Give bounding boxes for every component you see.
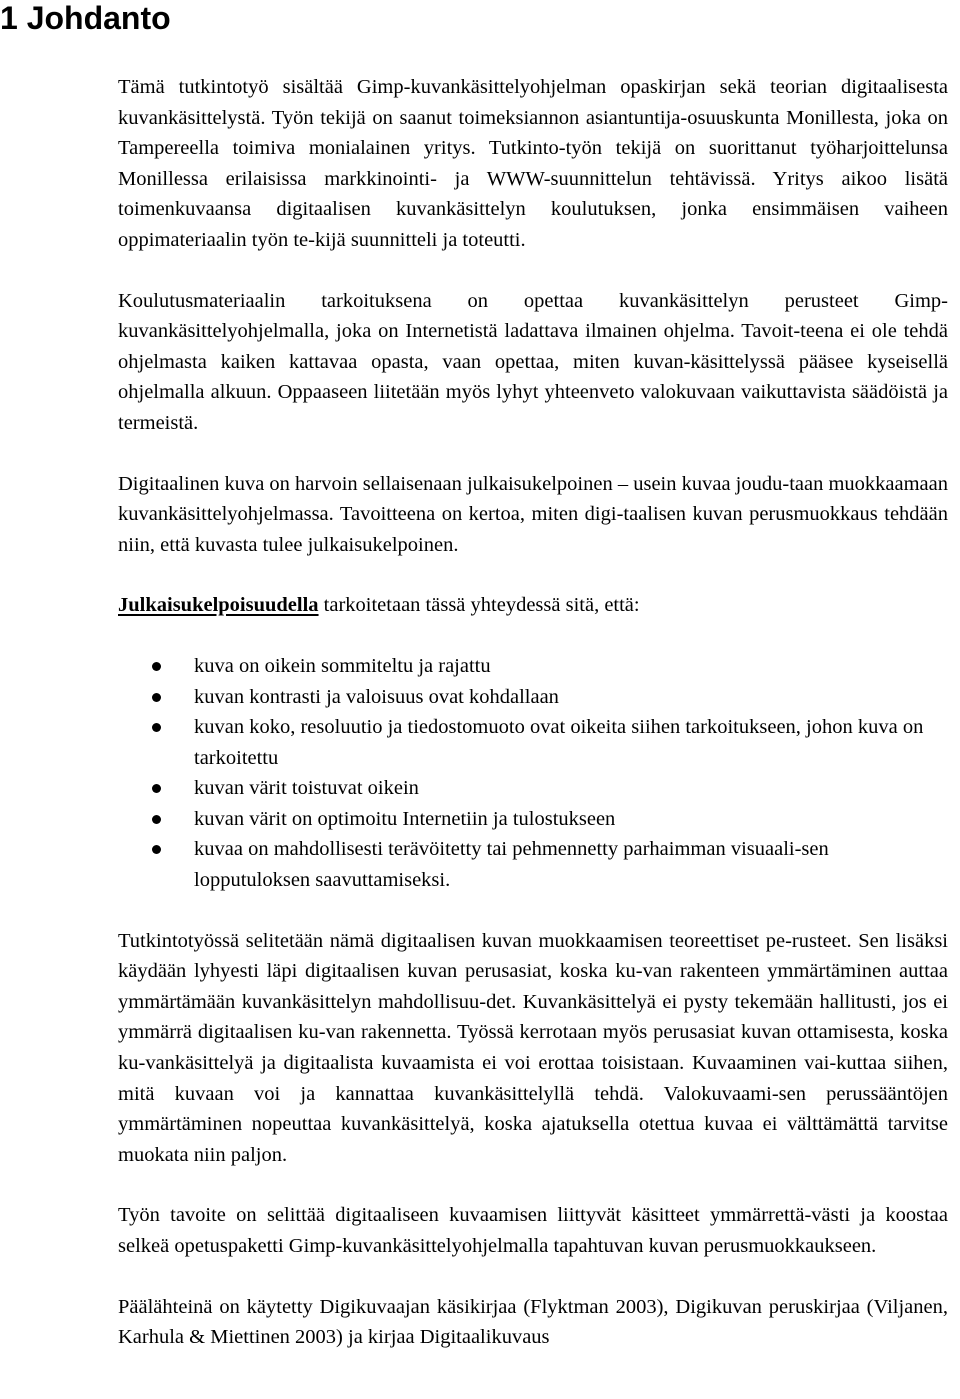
paragraph-definition (118, 590, 948, 621)
paragraph-sources: Päälähteinä on käytetty Digikuvaajan käsikirjaa (Flyktman 2003), Digikuvan peruskirjaa (Viljanen, Karhula & Miettinen 2003) ja kirjaa Digitaalikuvaus (118, 1295, 948, 1349)
bullet-dot-icon (152, 845, 161, 854)
bullet-dot-icon (152, 662, 161, 671)
list-item (118, 712, 948, 773)
definition-term: Julkaisukelpoisuudella (118, 594, 319, 617)
paragraph-intro: Tämä tutkintotyö sisältää Gimp-kuvankäsittelyohjelman opaskirjan sekä teorian digitaalisesta kuvankäsittelystä. Työn tekijä on saanut toimeksiannon asiantuntija-osuuskunta Monillesta, joka on Tampereella toimiva monialainen yritys. Tutkinto-työn tekijä on suorittanut työharjoittelunsa Monillessa erilaisissa markkinointi- ja WWW-suunnittelun tehtävissä. Yritys aikoo lisätä toimenkuvaansa digitaalisen kuvankäsittelyn koulutuksen, jonka ensimmäisen vaiheen oppimateriaalin työn te-kijä suunnitteli ja toteutti. (118, 76, 948, 251)
bullet-dot-icon (152, 693, 161, 702)
list-item (118, 773, 948, 804)
list-item (118, 804, 948, 835)
paragraph-training-material: Koulutusmateriaalin tarkoituksena on opettaa kuvankäsittelyn perusteet Gimp-kuvankäsittelyohjelmalla, joka on Internetistä ladattava ilmainen ohjelma. Tavoit-teena ei ole tehdä ohjelmasta kaiken kattavaa opasta, vaan opettaa, miten kuvan-käsittelyssä pääsee kyseisellä ohjelmalla alkuun. Oppaaseen liitetään myös lyhyt yhteenveto valokuvaan vaikuttavista säädöistä ja termeistä. (118, 289, 948, 434)
list-item-text: kuvaa on mahdollisesti terävöitetty tai pehmennetty parhaimman visuaali-sen lopputuloksen saavuttamiseksi. (194, 838, 829, 892)
list-item-text: kuvan kontrasti ja valoisuus ovat kohdallaan (194, 685, 559, 708)
bullet-dot-icon (152, 723, 161, 732)
list-item-text: kuvan värit toistuvat oikein (194, 777, 419, 800)
list-item (118, 682, 948, 713)
list-item (118, 834, 948, 895)
bullet-dot-icon (152, 815, 161, 824)
list-item-text: kuvan koko, resoluutio ja tiedostomuoto ovat oikeita siihen tarkoitukseen, johon kuva on tarkoitettu (194, 716, 924, 769)
paragraph-goal: Työn tavoite on selittää digitaaliseen kuvaamisen liittyvät käsitteet ymmärrettä-västi ja koostaa selkeä opetuspaketti Gimp-kuvankäsittelyohjelmalla tapahtuvan kuvan perusmuokkaukseen. (118, 1204, 948, 1257)
list-item-text: kuvan värit on optimoitu Internetiin ja tulostukseen (194, 807, 616, 830)
criteria-list (118, 651, 948, 896)
bullet-dot-icon (152, 784, 161, 793)
definition-text: tarkoitetaan tässä yhteydessä sitä, että: (318, 594, 640, 617)
paragraph-digital-image: Digitaalinen kuva on harvoin sellaisenaan julkaisukelpoinen – usein kuvaa joudu-taan muokkaamaan kuvankäsittelyohjelmassa. Tavoitteena on kertoa, miten digi-taalisen kuvan perusmuokkaus tehdään niin, että kuvasta tulee julkaisukelpoinen. (118, 472, 949, 556)
chapter-body (118, 72, 948, 1353)
chapter-heading: 1 Johdanto (0, 0, 171, 36)
list-item (118, 651, 948, 682)
paragraph-theory: Tutkintotyössä selitetään nämä digitaalisen kuvan muokkaamisen teoreettiset pe-rusteet. Sen lisäksi käydään lyhyesti läpi digitaalisen kuvan perusasiat, koska ku-van rakenteen ymmärtäminen auttaa ymmärtämään kuvankäsittelyn mahdollisuu-det. Kuvankäsittelyä ei pysty tekemään hallitusti, jos ei ymmärrä digitaalisen ku-van rakennetta. Työssä kerrotaan myös perusasiat kuvan ottamisesta, koska ku-vankäsittelyä ja digitaalista kuvaamista ei voi erottaa toisistaan. Kuvaaminen vai-kuttaa siihen, mitä kuvaan voi ja kannattaa kuvankäsittelyllä tehdä. Valokuvaami-sen perussääntöjen ymmärtäminen nopeuttaa kuvankäsittelyä, koska ajatuksella otettua kuvaa ei välttämättä tarvitse muokata niin paljon. (118, 929, 948, 1166)
list-item-text: kuva on oikein sommiteltu ja rajattu (194, 654, 491, 677)
